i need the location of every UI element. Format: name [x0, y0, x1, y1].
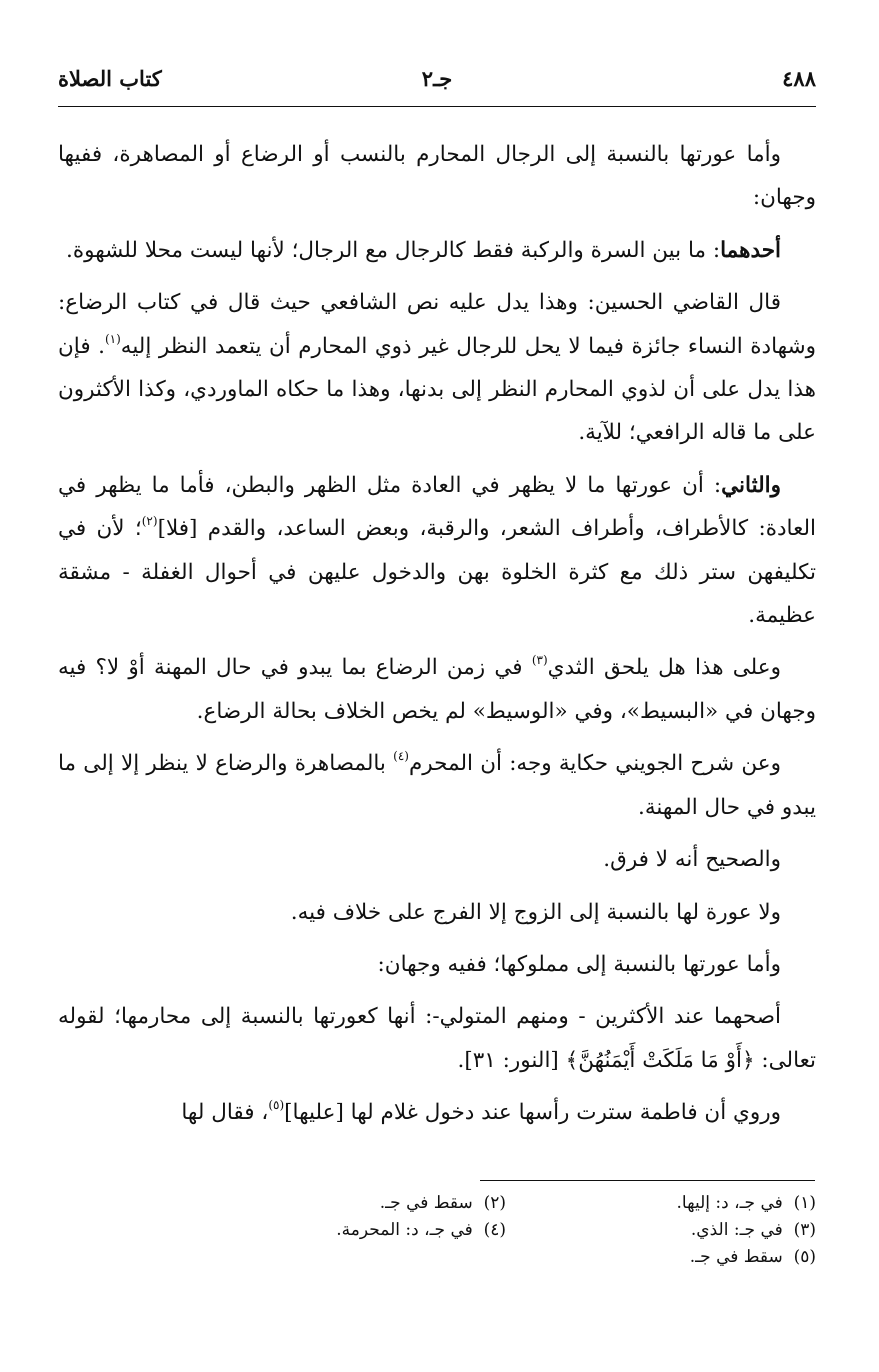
footnote-ref: (٢): [141, 514, 158, 529]
footnote-ref: (٥): [268, 1098, 285, 1113]
running-header: [58, 66, 816, 102]
paragraph: وأما عورتها بالنسبة إلى الرجال المحارم بالنسب أو الرضاع أو المصاهرة، ففيها وجهان:: [58, 142, 816, 211]
footnote-row: [256, 1217, 816, 1244]
paragraph: والثاني: أن عورتها ما لا يظهر في العادة مثل الظهر والبطن، فأما ما يظهر في العادة: كالأطراف، وأطراف الشعر، والرقبة، وبعض الساعد، والقدم [فلا]$^{(٢)}$؛ لأن في تكليفهن ستر ذلك مع كثرة الخلوة بهن والدخول عليهن في أحوال الغفلة - مشقة عظيمة.: [58, 472, 816, 629]
header-rule: [58, 106, 816, 107]
footnote-item: (١) في جـ، د: إليها.: [676, 1193, 816, 1213]
footnote-ref: (٣): [531, 653, 548, 668]
footnote-item: (٥) سقط في جـ.: [689, 1247, 816, 1267]
section-lead: أحدهما: [720, 237, 781, 263]
paragraph: أصحهما عند الأكثرين - ومنهم المتولي-: أنها كعورتها بالنسبة إلى محارمها؛ لقوله تعالى: ﴿أَوْ مَا مَلَكَتْ أَيْمَنُهُنَّ﴾ [النور: ٣١].: [58, 1004, 816, 1073]
footnote-ref: (٤): [393, 749, 409, 764]
footnote-row: [256, 1244, 816, 1271]
book-title: كتاب الصلاة: [58, 66, 162, 91]
footnote-item: (٣) في جـ: الذي.: [690, 1220, 816, 1240]
footnote-ref: (١): [104, 331, 121, 346]
section-lead: والثاني: [721, 472, 781, 498]
volume-label: جـ٢: [421, 66, 453, 91]
paragraph: وروي أن فاطمة سترت رأسها عند دخول غلام لها [عليها]$^{(٥)}$، فقال لها: [181, 1098, 781, 1126]
paragraph: والصحيح أنه لا فرق.: [603, 847, 781, 873]
footnote-item: (٤) في جـ، د: المحرمة.: [336, 1220, 506, 1240]
paragraph: أحدهما: ما بين السرة والركبة فقط كالرجال مع الرجال؛ لأنها ليست محلا للشهوة.: [66, 237, 781, 263]
main-text: [58, 133, 816, 1135]
footnote-rule: [480, 1180, 815, 1181]
paragraph: قال القاضي الحسين: وهذا يدل عليه نص الشافعي حيث قال في كتاب الرضاع: وشهادة النساء جائزة فيما لا يحل للرجال غير ذوي المحارم أن يتعمد النظر إليه$^{(١)}$. فإن هذا يدل على أن لذوي المحارم النظر إلى بدنها، وهذا ما حكاه الماوردي، وكذا الأكثرون على ما قاله الرافعي؛ للآية.: [58, 290, 816, 446]
paragraph: ولا عورة لها بالنسبة إلى الزوج إلا الفرج على خلاف فيه.: [290, 899, 781, 925]
paragraph: وعلى هذا هل يلحق الثدي$^{(٣)}$ في زمن الرضاع بما يبدو في حال المهنة أوْ لا؟ فيه وجهان في «البسيط»، وفي «الوسيط» لم يخص الخلاف بحالة الرضاع.: [58, 653, 816, 724]
footnote-row: [256, 1190, 816, 1217]
footnote-item: (٢) سقط في جـ.: [379, 1193, 506, 1213]
paragraph: وعن شرح الجويني حكاية وجه: أن المحرم$^{(٤)}$ بالمصاهرة والرضاع لا ينظر إلا إلى ما يبدو في حال المهنة.: [58, 749, 816, 820]
footnotes: [256, 1190, 816, 1271]
page-number: ٤٨٨: [782, 66, 816, 91]
paragraph: وأما عورتها بالنسبة إلى مملوكها؛ ففيه وجهان:: [377, 951, 781, 977]
